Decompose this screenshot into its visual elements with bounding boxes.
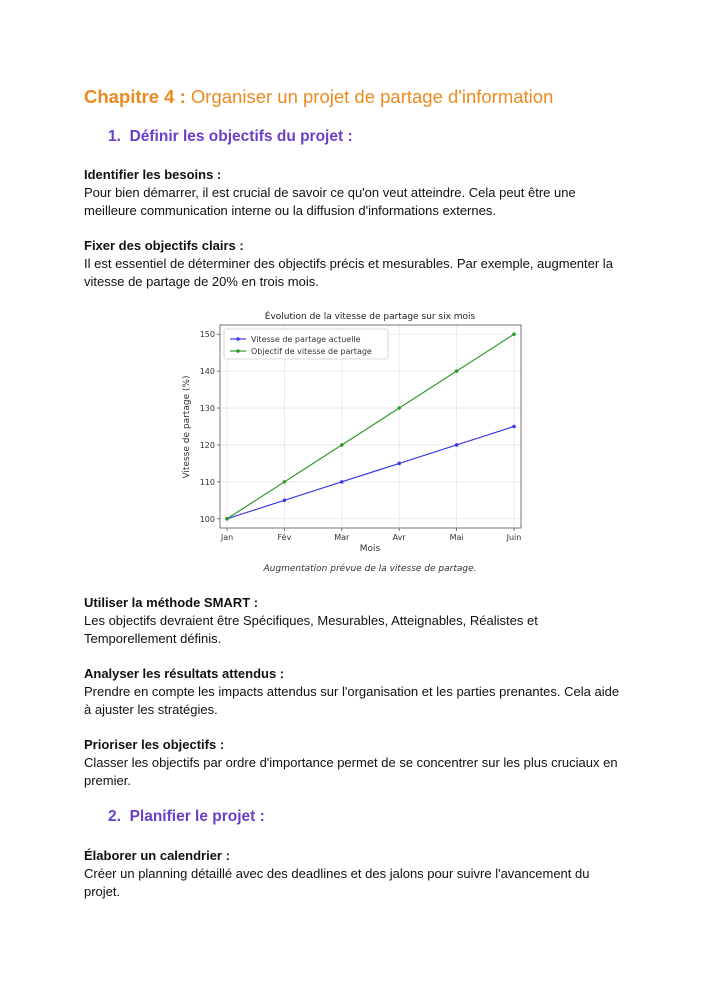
paragraph-elaborer-calendrier — [84, 847, 624, 901]
paragraph-heading: Prioriser les objectifs : — [84, 737, 225, 752]
series-line-2 — [227, 334, 514, 519]
x-tick-label: Fév — [277, 533, 292, 542]
chapter-label: Chapitre 4 : — [84, 86, 186, 107]
chapter-title — [84, 86, 553, 108]
paragraph-heading: Identifier les besoins : — [84, 167, 222, 182]
section-heading-2 — [108, 808, 265, 826]
x-tick-label: Avr — [392, 533, 406, 542]
paragraph-heading: Élaborer un calendrier : — [84, 848, 230, 863]
section-title-text: Planifier le projet : — [129, 808, 265, 825]
paragraph-identifier-besoins — [84, 166, 624, 220]
paragraph-prioriser-objectifs — [84, 736, 624, 790]
paragraph-methode-smart — [84, 594, 624, 648]
line-chart — [180, 306, 526, 578]
x-tick-label: Mar — [334, 533, 350, 542]
data-point — [397, 406, 401, 410]
data-point — [283, 480, 287, 484]
paragraph-text: Les objectifs devraient être Spécifiques, Mesurables, Atteignables, Réalistes et Temporellement définis. — [84, 613, 538, 646]
section-heading-1 — [108, 128, 353, 146]
paragraph-heading: Analyser les résultats attendus : — [84, 666, 285, 681]
paragraph-heading: Utiliser la méthode SMART : — [84, 595, 259, 610]
data-point — [397, 462, 401, 466]
section-number: 2. — [108, 808, 121, 825]
y-tick-label: 130 — [199, 404, 215, 414]
chart-figure — [180, 306, 526, 578]
section-number: 1. — [108, 128, 121, 145]
y-tick-label: 140 — [199, 367, 215, 377]
data-point — [340, 443, 344, 447]
paragraph-text: Prendre en compte les impacts attendus sur l'organisation et les parties prenantes. Cela aide à ajuster les stratégies. — [84, 684, 620, 717]
paragraph-text: Pour bien démarrer, il est crucial de savoir ce qu'on veut atteindre. Cela peut être une meilleure communication interne ou la diffusion d'informations externes. — [84, 185, 576, 218]
data-point — [512, 332, 516, 336]
chart-caption: Augmentation prévue de la vitesse de partage. — [263, 564, 477, 574]
y-tick-label: 100 — [199, 514, 215, 524]
x-tick-label: Mai — [449, 533, 464, 542]
paragraph-text: Créer un planning détaillé avec des deadlines et des jalons pour suivre l'avancement du projet. — [84, 866, 590, 899]
data-point — [512, 425, 516, 429]
chapter-name: Organiser un projet de partage d'information — [185, 86, 554, 107]
paragraph-fixer-objectifs — [84, 237, 624, 291]
x-axis-label: Mois — [359, 544, 381, 554]
legend-marker — [236, 349, 240, 353]
paragraph-text: Il est essentiel de déterminer des objectifs précis et mesurables. Par exemple, augmenter la vitesse de partage de 20% en trois mois. — [84, 256, 613, 289]
y-axis-label: Vitesse de partage (%) — [182, 375, 192, 479]
y-tick-label: 120 — [199, 440, 215, 450]
series-line-1 — [227, 427, 514, 519]
x-tick-label: Juin — [506, 533, 522, 542]
data-point — [225, 517, 229, 521]
data-point — [455, 443, 459, 447]
data-point — [340, 480, 344, 484]
paragraph-heading: Fixer des objectifs clairs : — [84, 238, 244, 253]
paragraph-analyser-resultats — [84, 665, 624, 719]
chart-legend — [224, 329, 388, 359]
chart-title: Évolution de la vitesse de partage sur six mois — [264, 312, 476, 322]
data-point — [283, 499, 287, 503]
y-tick-label: 150 — [199, 330, 215, 340]
legend-label: Objectif de vitesse de partage — [251, 347, 372, 356]
paragraph-text: Classer les objectifs par ordre d'importance permet de se concentrer sur les plus cruciaux en premier. — [84, 755, 618, 788]
data-point — [455, 369, 459, 373]
section-title-text: Définir les objectifs du projet : — [129, 128, 353, 145]
legend-marker — [236, 337, 240, 341]
x-tick-label: Jan — [220, 533, 234, 542]
y-tick-label: 110 — [199, 477, 215, 487]
legend-label: Vitesse de partage actuelle — [251, 335, 361, 344]
